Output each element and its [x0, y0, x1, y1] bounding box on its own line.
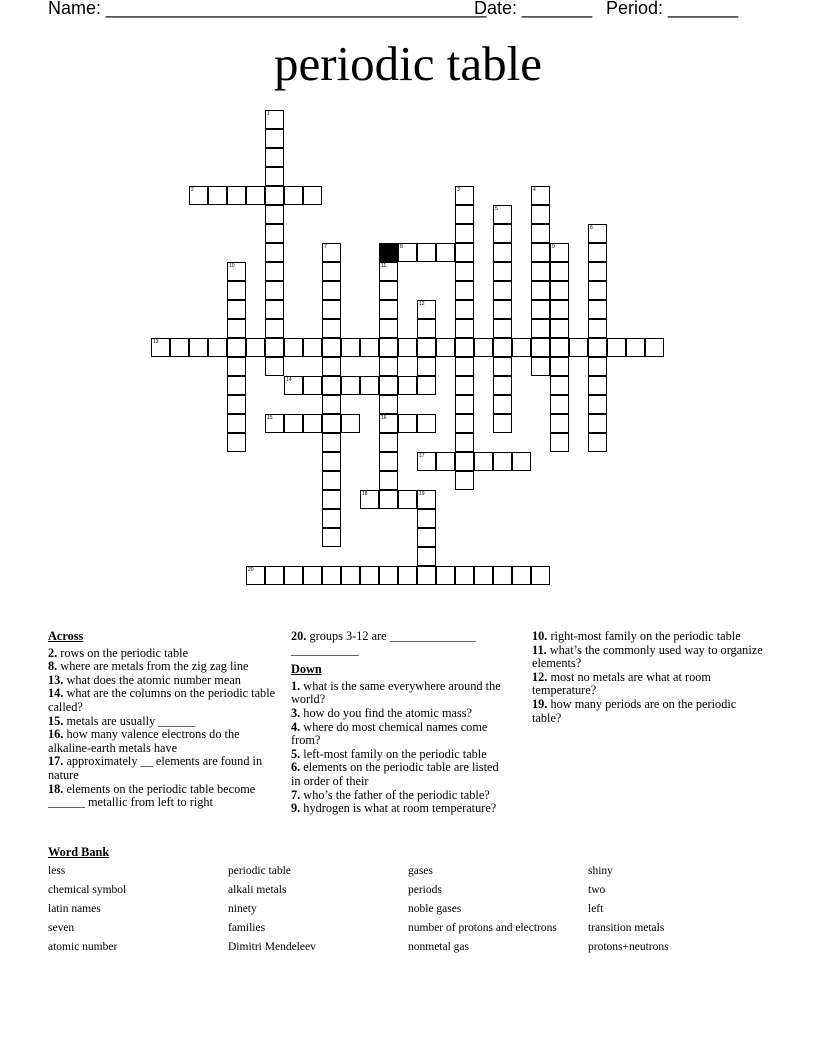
grid-cell[interactable] — [588, 395, 607, 414]
clue-text: how do you find the atomic mass? — [300, 705, 473, 720]
grid-cell[interactable] — [455, 205, 474, 224]
clue — [532, 698, 768, 725]
word-bank-item: ninety — [228, 903, 257, 915]
grid-cell[interactable] — [379, 357, 398, 376]
clue — [291, 680, 511, 707]
grid-cell[interactable] — [588, 281, 607, 300]
grid-cell[interactable] — [227, 300, 246, 319]
clue-number: 10. — [532, 629, 548, 643]
page-title: periodic table — [273, 36, 543, 91]
grid-cell[interactable] — [417, 509, 436, 528]
clue-text: left-most family on the periodic table — [300, 746, 487, 761]
word-bank-item: gases — [408, 865, 433, 877]
clue — [48, 728, 278, 755]
grid-cell[interactable] — [417, 547, 436, 566]
clue — [48, 783, 278, 810]
clue-text: metals are usually ______ — [63, 713, 196, 728]
date-field[interactable]: Date: _______ — [474, 0, 593, 18]
grid-cell[interactable] — [588, 414, 607, 433]
grid-cell[interactable] — [493, 281, 512, 300]
grid-cell[interactable] — [360, 566, 379, 585]
grid-cell[interactable] — [303, 376, 322, 395]
word-bank-item: periodic table — [228, 865, 291, 877]
grid-cell[interactable] — [265, 414, 284, 433]
grid-cell[interactable] — [322, 490, 341, 509]
grid-cell[interactable] — [208, 186, 227, 205]
grid-cell[interactable] — [227, 319, 246, 338]
grid-cell[interactable] — [227, 376, 246, 395]
grid-cell[interactable] — [588, 357, 607, 376]
grid-cell[interactable] — [569, 338, 588, 357]
clue-number: 3. — [291, 705, 301, 720]
grid-cell[interactable] — [531, 566, 550, 585]
grid-cell[interactable] — [246, 566, 265, 585]
clue-text: what does the atomic number mean — [63, 672, 241, 687]
grid-cell[interactable] — [227, 262, 246, 281]
grid-cell[interactable] — [550, 243, 569, 262]
grid-cell[interactable] — [455, 414, 474, 433]
grid-cell[interactable] — [170, 338, 189, 357]
grid-cell[interactable] — [531, 300, 550, 319]
clue-text: hydrogen is what at room temperature? — [300, 801, 497, 816]
grid-cell[interactable] — [379, 566, 398, 585]
grid-cell[interactable] — [398, 414, 417, 433]
clue-number: 5 — [495, 206, 498, 212]
down-heading: Down — [291, 662, 322, 677]
grid-cell[interactable] — [588, 433, 607, 452]
grid-cell[interactable] — [417, 414, 436, 433]
clue — [48, 755, 278, 782]
grid-cell[interactable] — [379, 262, 398, 281]
grid-cell[interactable] — [493, 300, 512, 319]
clue-number: 11 — [381, 263, 387, 269]
grid-cell[interactable] — [455, 224, 474, 243]
grid-cell[interactable] — [455, 433, 474, 452]
grid-cell[interactable] — [189, 186, 208, 205]
grid-cell[interactable] — [493, 319, 512, 338]
clue-number: 13 — [153, 339, 159, 345]
clue — [48, 715, 278, 729]
grid-cell[interactable] — [360, 490, 379, 509]
grid-cell[interactable] — [303, 186, 322, 205]
grid-cell[interactable] — [398, 338, 417, 357]
clue-number: 8 — [400, 244, 403, 250]
grid-cell[interactable] — [379, 281, 398, 300]
word-bank-item: families — [228, 922, 266, 934]
clue-number: 20. — [291, 629, 307, 643]
grid-cell[interactable] — [322, 319, 341, 338]
grid-cell[interactable] — [265, 357, 284, 376]
clue-text: rows on the periodic table — [57, 645, 189, 660]
grid-cell[interactable] — [379, 414, 398, 433]
grid-cell[interactable] — [493, 205, 512, 224]
grid-cell[interactable] — [379, 319, 398, 338]
grid-cell[interactable] — [322, 471, 341, 490]
grid-cell[interactable] — [398, 376, 417, 395]
grid-cell[interactable] — [227, 281, 246, 300]
across-clues-col-1 — [48, 630, 278, 810]
grid-cell[interactable] — [417, 319, 436, 338]
word-bank-item: shiny — [588, 865, 613, 877]
grid-cell[interactable] — [189, 338, 208, 357]
grid-cell[interactable] — [455, 452, 474, 471]
grid-cell[interactable] — [455, 471, 474, 490]
clue — [48, 674, 278, 688]
grid-cell[interactable] — [360, 376, 379, 395]
grid-cell[interactable] — [284, 566, 303, 585]
grid-cell[interactable] — [550, 262, 569, 281]
word-bank-item: transition metals — [588, 922, 665, 934]
grid-cell[interactable] — [227, 395, 246, 414]
clue-text: groups 3-12 are ______________ ___________ — [291, 629, 476, 657]
grid-cell[interactable] — [379, 300, 398, 319]
grid-cell[interactable] — [208, 338, 227, 357]
grid-cell[interactable] — [246, 338, 265, 357]
clue-number: 11. — [532, 642, 547, 657]
grid-cell[interactable] — [246, 186, 265, 205]
clue-number: 1. — [291, 678, 301, 693]
clue-number: 8. — [48, 659, 58, 674]
grid-cell[interactable] — [322, 338, 341, 357]
clue-number: 15. — [48, 713, 64, 728]
grid-cell[interactable] — [550, 357, 569, 376]
grid-cell[interactable] — [455, 262, 474, 281]
grid-cell[interactable] — [379, 452, 398, 471]
clue-text: how many valence electrons do the alkaline-earth metals have — [48, 727, 240, 755]
clue-number: 12. — [532, 669, 548, 684]
clue — [48, 660, 278, 674]
grid-cell[interactable] — [493, 414, 512, 433]
clue-text: elements on the periodic table are listed in order of their — [291, 760, 499, 788]
grid-cell[interactable] — [493, 357, 512, 376]
grid-cell[interactable] — [265, 129, 284, 148]
clue — [291, 721, 511, 748]
word-bank-item: atomic number — [48, 941, 118, 953]
grid-cell[interactable] — [588, 243, 607, 262]
clue-number: 4 — [533, 187, 536, 193]
clue-number: 16 — [381, 415, 387, 421]
grid-cell[interactable] — [322, 281, 341, 300]
grid-cell[interactable] — [284, 338, 303, 357]
clue-number: 14 — [286, 377, 292, 383]
grid-cell[interactable] — [512, 452, 531, 471]
clue-number: 14. — [48, 686, 64, 701]
grid-cell[interactable] — [493, 395, 512, 414]
grid-cell[interactable] — [550, 338, 569, 357]
word-bank-item: protons+neutrons — [588, 941, 669, 953]
grid-cell[interactable] — [303, 414, 322, 433]
across-heading: Across — [48, 629, 84, 643]
clue — [291, 630, 511, 657]
clue — [48, 687, 278, 714]
grid-cell[interactable] — [417, 243, 436, 262]
word-bank-item: left — [588, 903, 604, 915]
grid-cell[interactable] — [493, 338, 512, 357]
grid-cell[interactable] — [550, 319, 569, 338]
clue — [532, 630, 768, 644]
clue-number: 19 — [419, 491, 425, 497]
grid-cell[interactable] — [436, 452, 455, 471]
word-bank-item: latin names — [48, 903, 101, 915]
clue — [48, 647, 278, 661]
grid-cell[interactable] — [455, 243, 474, 262]
clue-number: 18 — [362, 491, 368, 497]
grid-cell[interactable] — [322, 566, 341, 585]
clue-text: where do most chemical names come from? — [291, 719, 488, 748]
grid-cell[interactable] — [645, 338, 664, 357]
clue-number: 20 — [248, 567, 254, 573]
grid-cell[interactable] — [265, 319, 284, 338]
clue — [291, 789, 511, 803]
grid-cell[interactable] — [265, 148, 284, 167]
clue — [291, 748, 511, 762]
grid-cell[interactable] — [588, 224, 607, 243]
grid-cell[interactable] — [265, 110, 284, 129]
clue-number: 1 — [267, 111, 270, 117]
grid-cell[interactable] — [227, 433, 246, 452]
clue-number: 17. — [48, 754, 64, 769]
clue-number: 9. — [291, 801, 301, 816]
clue-number: 3 — [457, 187, 460, 193]
word-bank-item: chemical symbol — [48, 884, 127, 896]
clue-number: 13. — [48, 672, 64, 687]
grid-cell[interactable] — [360, 338, 379, 357]
clue-text: most no metals are what at room temperature? — [532, 669, 711, 698]
grid-cell[interactable] — [531, 205, 550, 224]
grid-cell[interactable] — [550, 300, 569, 319]
grid-cell[interactable] — [417, 528, 436, 547]
grid-cell[interactable] — [550, 281, 569, 300]
grid-cell[interactable] — [455, 338, 474, 357]
grid-cell[interactable] — [531, 338, 550, 357]
word-bank-item: seven — [48, 922, 75, 934]
clue-number: 9 — [552, 244, 555, 250]
word-bank-item: alkali metals — [228, 884, 287, 896]
grid-cell[interactable] — [322, 414, 341, 433]
grid-cell[interactable] — [227, 338, 246, 357]
grid-cell[interactable] — [417, 452, 436, 471]
grid-cell[interactable] — [493, 224, 512, 243]
clue-number: 2. — [48, 645, 58, 660]
grid-cell[interactable] — [322, 262, 341, 281]
clue-number: 17 — [419, 453, 425, 459]
grid-cell[interactable] — [265, 566, 284, 585]
grid-cell[interactable] — [455, 186, 474, 205]
grid-cell[interactable] — [265, 262, 284, 281]
clue-text: approximately __ elements are found in nature — [48, 754, 263, 782]
word-bank-item: nonmetal gas — [408, 941, 469, 953]
grid-cell[interactable] — [588, 300, 607, 319]
grid-cell[interactable] — [455, 319, 474, 338]
grid-cell[interactable] — [322, 395, 341, 414]
grid-cell[interactable] — [474, 338, 493, 357]
grid-cell[interactable] — [531, 281, 550, 300]
grid-cell[interactable] — [322, 357, 341, 376]
grid-cell[interactable] — [588, 376, 607, 395]
grid-cell[interactable] — [550, 395, 569, 414]
grid-cell[interactable] — [550, 433, 569, 452]
grid-cell[interactable] — [436, 243, 455, 262]
grid-cell[interactable] — [455, 395, 474, 414]
grid-cell[interactable] — [436, 338, 455, 357]
grid-cell[interactable] — [379, 490, 398, 509]
grid-cell[interactable] — [493, 243, 512, 262]
grid-cell[interactable] — [436, 566, 455, 585]
grid-cell[interactable] — [550, 414, 569, 433]
clue-number: 6 — [590, 225, 593, 231]
grid-cell[interactable] — [379, 376, 398, 395]
clue-text: where are metals from the zig zag line — [57, 659, 249, 674]
grid-cell[interactable] — [379, 395, 398, 414]
clue-number: 2 — [191, 187, 194, 193]
clue-number: 12 — [419, 301, 425, 307]
grid-cell[interactable] — [341, 566, 360, 585]
grid-block — [379, 243, 398, 262]
grid-cell[interactable] — [455, 566, 474, 585]
grid-cell[interactable] — [284, 414, 303, 433]
grid-cell[interactable] — [151, 338, 170, 357]
grid-cell[interactable] — [284, 376, 303, 395]
grid-cell[interactable] — [512, 566, 531, 585]
grid-cell[interactable] — [265, 300, 284, 319]
grid-cell[interactable] — [265, 224, 284, 243]
grid-cell[interactable] — [493, 452, 512, 471]
grid-cell[interactable] — [398, 566, 417, 585]
clue-number: 18. — [48, 781, 64, 796]
period-field[interactable]: Period: _______ — [606, 0, 739, 18]
clue — [291, 802, 511, 816]
clue-number: 16. — [48, 727, 64, 742]
word-bank-item: noble gases — [408, 903, 462, 915]
grid-cell[interactable] — [588, 319, 607, 338]
grid-cell[interactable] — [303, 338, 322, 357]
grid-cell[interactable] — [398, 490, 417, 509]
word-bank-item: Dimitri Mendeleev — [228, 941, 316, 953]
grid-cell[interactable] — [379, 433, 398, 452]
clue-text: how many periods are on the periodic table? — [532, 696, 737, 725]
grid-cell[interactable] — [379, 471, 398, 490]
clue-text: who’s the father of the periodic table? — [300, 787, 490, 802]
grid-cell[interactable] — [607, 338, 626, 357]
grid-cell[interactable] — [227, 414, 246, 433]
grid-cell[interactable] — [531, 186, 550, 205]
grid-cell[interactable] — [455, 281, 474, 300]
grid-cell[interactable] — [265, 167, 284, 186]
grid-cell[interactable] — [227, 186, 246, 205]
grid-cell[interactable] — [379, 338, 398, 357]
clue-number: 7. — [291, 787, 301, 802]
grid-cell[interactable] — [303, 566, 322, 585]
word-bank-item: less — [48, 865, 66, 877]
clue-text: elements on the periodic table become ______ metallic from left to right — [48, 781, 256, 810]
grid-cell[interactable] — [417, 566, 436, 585]
grid-cell[interactable] — [265, 338, 284, 357]
word-bank-item: periods — [408, 884, 442, 896]
word-bank-heading: Word Bank — [48, 845, 110, 859]
grid-cell[interactable] — [550, 376, 569, 395]
clue-number: 10 — [229, 263, 235, 269]
clue-text: what is the same everywhere around the world? — [291, 678, 501, 707]
grid-cell[interactable] — [322, 300, 341, 319]
grid-cell[interactable] — [322, 433, 341, 452]
clue-number: 4. — [291, 719, 301, 734]
grid-cell[interactable] — [531, 357, 550, 376]
grid-cell[interactable] — [531, 319, 550, 338]
clue-number: 19. — [532, 696, 548, 711]
word-bank-item: number of protons and electrons — [408, 922, 557, 934]
clue — [532, 671, 768, 698]
grid-cell[interactable] — [417, 300, 436, 319]
word-bank-item: two — [588, 884, 606, 896]
clue-number: 6. — [291, 760, 301, 775]
grid-cell[interactable] — [341, 376, 360, 395]
clue-text: what’s the commonly used way to organize elements? — [532, 642, 763, 671]
grid-cell[interactable] — [341, 414, 360, 433]
grid-cell[interactable] — [626, 338, 645, 357]
grid-cell[interactable] — [265, 186, 284, 205]
grid-cell[interactable] — [322, 376, 341, 395]
clue-number: 15 — [267, 415, 273, 421]
clue-number: 7 — [324, 244, 327, 250]
grid-cell[interactable] — [512, 338, 531, 357]
grid-cell[interactable] — [322, 509, 341, 528]
grid-cell[interactable] — [417, 490, 436, 509]
clue — [291, 761, 511, 788]
clue — [532, 644, 768, 671]
grid-cell[interactable] — [455, 300, 474, 319]
grid-cell[interactable] — [474, 452, 493, 471]
grid-cell[interactable] — [493, 376, 512, 395]
grid-cell[interactable] — [417, 357, 436, 376]
clue — [291, 707, 511, 721]
grid-cell[interactable] — [322, 243, 341, 262]
grid-cell[interactable] — [322, 528, 341, 547]
grid-cell[interactable] — [265, 243, 284, 262]
grid-cell[interactable] — [531, 224, 550, 243]
grid-cell[interactable] — [474, 566, 493, 585]
grid-cell[interactable] — [455, 357, 474, 376]
grid-cell[interactable] — [588, 338, 607, 357]
grid-cell[interactable] — [341, 338, 360, 357]
clue-text: right-most family on the periodic table — [547, 629, 741, 643]
grid-cell[interactable] — [531, 262, 550, 281]
grid-cell[interactable] — [265, 281, 284, 300]
name-field[interactable]: Name: ______________________________________ — [48, 0, 487, 18]
grid-cell[interactable] — [493, 566, 512, 585]
grid-cell[interactable] — [322, 452, 341, 471]
clue-number: 5. — [291, 746, 301, 761]
grid-cell[interactable] — [531, 243, 550, 262]
clues-col-2 — [291, 630, 511, 816]
grid-cell[interactable] — [227, 357, 246, 376]
grid-cell[interactable] — [455, 376, 474, 395]
grid-cell[interactable] — [493, 262, 512, 281]
grid-cell[interactable] — [417, 376, 436, 395]
grid-cell[interactable] — [284, 186, 303, 205]
grid-cell[interactable] — [588, 262, 607, 281]
grid-cell[interactable] — [417, 338, 436, 357]
clue-text: what are the columns on the periodic table called? — [48, 686, 276, 714]
down-clues-col-3 — [532, 630, 768, 725]
grid-cell[interactable] — [265, 205, 284, 224]
grid-cell[interactable] — [398, 243, 417, 262]
